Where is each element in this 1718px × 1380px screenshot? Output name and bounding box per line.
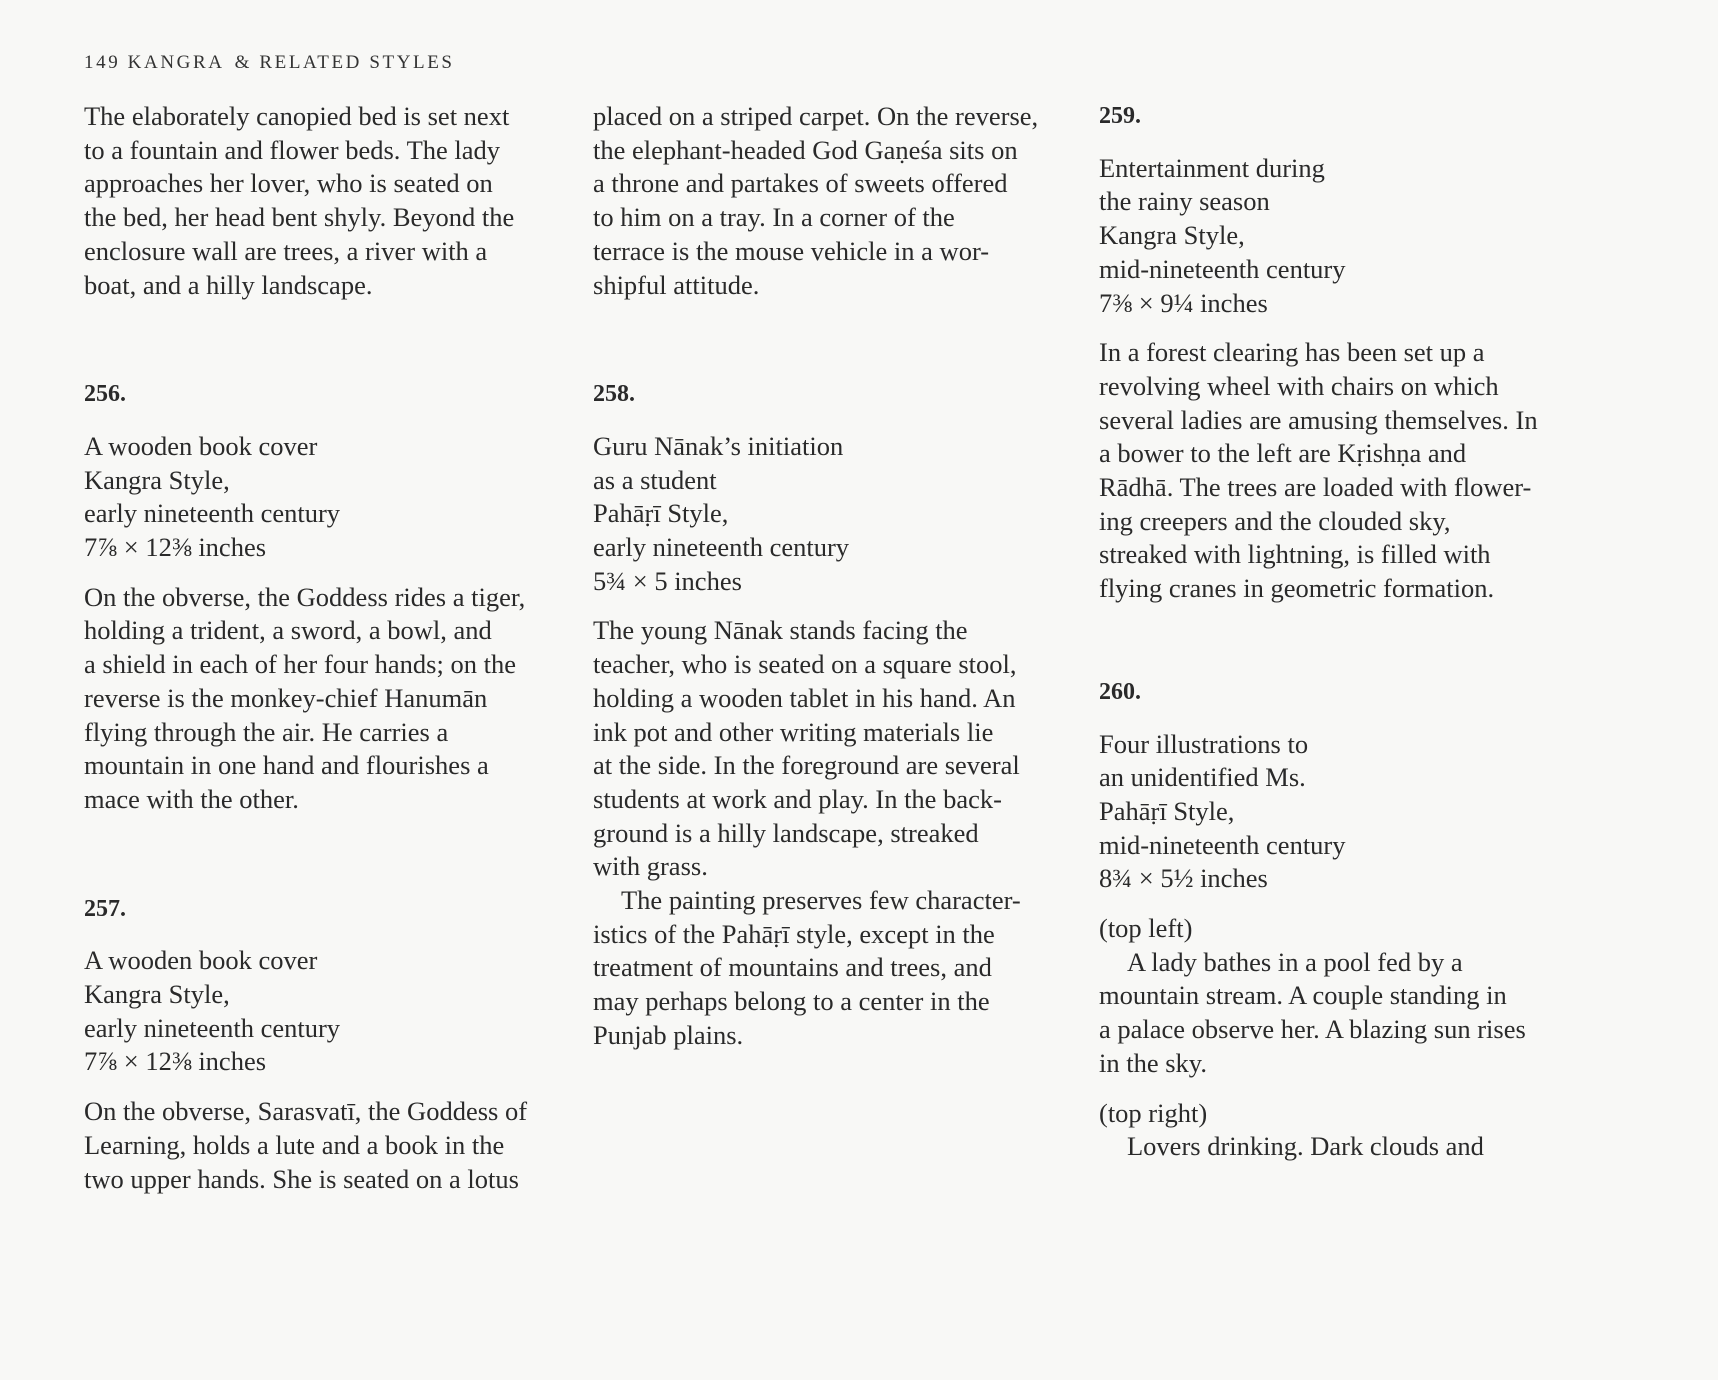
text-line: several ladies are amusing themselves. In xyxy=(1099,404,1538,435)
entry-description xyxy=(1099,336,1599,606)
text-line: a shield in each of her four hands; on the xyxy=(84,649,516,680)
text-line: The painting preserves few character- xyxy=(621,885,1021,916)
running-title-part1: KANGRA xyxy=(127,52,225,73)
catalog-entry-256 xyxy=(84,378,584,816)
text-line: streaked with lightning, is filled with xyxy=(1099,539,1491,570)
entry-size: 5¾ × 5 inches xyxy=(593,565,742,596)
text-line: teacher, who is seated on a square stool, xyxy=(593,649,1017,680)
continued-paragraph xyxy=(84,100,584,302)
text-line: approaches her lover, who is seated on xyxy=(84,168,493,199)
entry-description xyxy=(593,614,1093,1052)
text-line: a palace observe her. A blazing sun rises xyxy=(1099,1014,1526,1045)
text-line: flying cranes in geometric formation. xyxy=(1099,573,1495,604)
caption-line: as a student xyxy=(593,464,717,495)
column-left xyxy=(84,100,584,1196)
entry-size: 7⅞ × 12⅜ inches xyxy=(84,1046,267,1077)
catalog-entry-260 xyxy=(1099,676,1599,1164)
entry-number: 256. xyxy=(84,381,126,408)
page-number: 149 xyxy=(84,52,121,73)
text-line: mountain in one hand and flourishes a xyxy=(84,750,489,781)
text-line: the elephant-headed God Gaṇeśa sits on xyxy=(593,134,1018,165)
text-line: boat, and a hilly landscape. xyxy=(84,269,373,300)
caption-line: Kangra Style, xyxy=(1099,220,1245,251)
text-line: students at work and play. In the back- xyxy=(593,783,1002,814)
illustration-top-left xyxy=(1099,912,1599,1081)
entry-number: 259. xyxy=(1099,103,1141,129)
running-title-part2: RELATED STYLES xyxy=(259,52,455,73)
entry-description xyxy=(84,1095,584,1196)
text-line: mace with the other. xyxy=(84,783,299,814)
subsection-label: (top left) xyxy=(1099,913,1193,944)
caption-line: Pahāṛī Style, xyxy=(593,498,729,529)
column-right xyxy=(1099,100,1599,1164)
entry-number: 258. xyxy=(593,381,635,408)
entry-description xyxy=(84,581,584,817)
text-line: Punjab plains. xyxy=(593,1019,744,1050)
caption-line: Entertainment during xyxy=(1099,152,1325,183)
entry-caption xyxy=(84,944,584,1079)
text-line: ground is a hilly landscape, streaked xyxy=(593,817,979,848)
text-line: Rādhā. The trees are loaded with flower- xyxy=(1099,472,1532,503)
caption-line: early nineteenth century xyxy=(593,532,850,563)
text-line: mountain stream. A couple standing in xyxy=(1099,980,1507,1011)
text-line: to him on a tray. In a corner of the xyxy=(593,202,955,233)
running-title-ampersand: & xyxy=(234,52,250,73)
text-line: to a fountain and flower beds. The lady xyxy=(84,134,501,165)
running-head xyxy=(84,52,455,74)
entry-size: 7⅜ × 9¼ inches xyxy=(1099,287,1268,318)
entry-caption xyxy=(593,430,1093,599)
entry-caption xyxy=(1099,728,1599,897)
caption-line: the rainy season xyxy=(1099,186,1270,217)
text-line: On the obverse, Sarasvatī, the Goddess of xyxy=(84,1096,528,1127)
column-middle xyxy=(593,100,1093,1053)
entry-number: 260. xyxy=(1099,678,1141,705)
text-line: reverse is the monkey-chief Hanumān xyxy=(84,682,488,713)
text-line: flying through the air. He carries a xyxy=(84,716,449,747)
text-line: istics of the Pahāṛī style, except in the xyxy=(593,918,995,949)
caption-line: early nineteenth century xyxy=(84,498,341,529)
text-line: holding a wooden tablet in his hand. An xyxy=(593,682,1016,713)
text-line: Lovers drinking. Dark clouds and xyxy=(1127,1131,1484,1162)
text-line: On the obverse, the Goddess rides a tiger, xyxy=(84,581,526,612)
text-line: A lady bathes in a pool fed by a xyxy=(1127,946,1463,977)
entry-caption xyxy=(84,430,584,565)
text-line: In a forest clearing has been set up a xyxy=(1099,337,1485,368)
caption-line: Four illustrations to xyxy=(1099,728,1309,759)
text-line: two upper hands. She is seated on a lotus xyxy=(84,1163,519,1194)
text-line: ink pot and other writing materials lie xyxy=(593,716,994,747)
text-line: the bed, her head bent shyly. Beyond the xyxy=(84,202,515,233)
catalog-entry-258 xyxy=(593,378,1093,1052)
caption-line: Pahāṛī Style, xyxy=(1099,795,1235,826)
caption-line: Kangra Style, xyxy=(84,979,230,1010)
caption-line: Guru Nānak’s initiation xyxy=(593,430,844,461)
text-line: The elaborately canopied bed is set next xyxy=(84,101,510,131)
text-line: treatment of mountains and trees, and xyxy=(593,952,992,983)
text-line: with grass. xyxy=(593,851,708,882)
text-line: shipful attitude. xyxy=(593,269,760,300)
caption-line: early nineteenth century xyxy=(84,1012,341,1043)
text-line: placed on a striped carpet. On the reverse, xyxy=(593,101,1039,131)
caption-line: mid-nineteenth century xyxy=(1099,253,1346,284)
text-line: a throne and partakes of sweets offered xyxy=(593,168,1008,199)
entry-caption xyxy=(1099,152,1599,321)
text-line: The young Nānak stands facing the xyxy=(593,615,968,646)
text-line: in the sky. xyxy=(1099,1047,1207,1078)
text-line: a bower to the left are Kṛishṇa and xyxy=(1099,438,1467,469)
catalog-entry-257 xyxy=(84,893,584,1197)
caption-line: A wooden book cover xyxy=(84,430,318,461)
text-line: revolving wheel with chairs on which xyxy=(1099,370,1499,401)
caption-line: an unidentified Ms. xyxy=(1099,762,1306,793)
caption-line: mid-nineteenth century xyxy=(1099,829,1346,860)
entry-size: 7⅞ × 12⅜ inches xyxy=(84,532,267,563)
text-line: may perhaps belong to a center in the xyxy=(593,986,990,1017)
entry-number: 257. xyxy=(84,895,126,922)
text-line: terrace is the mouse vehicle in a wor- xyxy=(593,235,990,266)
text-line: Learning, holds a lute and a book in the xyxy=(84,1129,505,1160)
illustration-top-right xyxy=(1099,1097,1599,1164)
text-line: at the side. In the foreground are several xyxy=(593,750,1020,781)
caption-line: A wooden book cover xyxy=(84,945,318,976)
text-line: enclosure wall are trees, a river with a xyxy=(84,235,488,266)
continued-paragraph xyxy=(593,100,1093,302)
subsection-label: (top right) xyxy=(1099,1097,1208,1128)
text-line: ing creepers and the clouded sky, xyxy=(1099,505,1451,536)
catalog-entry-259 xyxy=(1099,100,1599,606)
caption-line: Kangra Style, xyxy=(84,464,230,495)
entry-size: 8¾ × 5½ inches xyxy=(1099,863,1268,894)
text-line: holding a trident, a sword, a bowl, and xyxy=(84,615,492,646)
